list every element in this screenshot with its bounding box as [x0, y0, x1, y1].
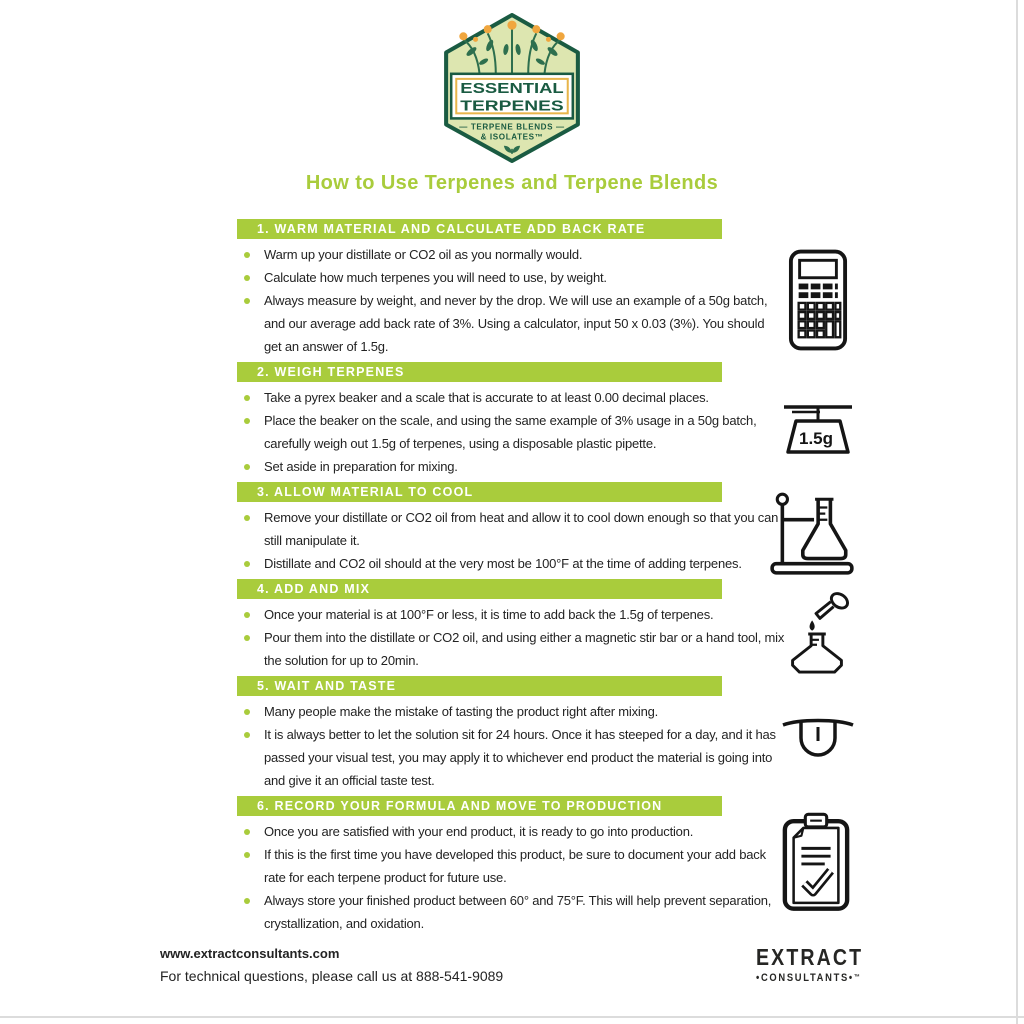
bullet-text: Once you are satisfied with your end product, it is ready to go into production.: [264, 824, 694, 839]
bullet-text: Always measure by weight, and never by the drop. We will use an example of a 50g batch, and our average add back rate of 3%. Using a calculator, input 50 x 0.03 (3%). You should get an answer of 1.5g.: [264, 293, 768, 354]
page-edge-line-bottom: [0, 1016, 1024, 1018]
bullet-list: [237, 243, 785, 358]
scale-value-label: 1.5g: [798, 429, 834, 448]
section-allow-cool: [237, 482, 785, 575]
bullet-dot: [244, 515, 250, 521]
bullet-text: Warm up your distillate or CO2 oil as you normally would.: [264, 247, 583, 262]
bullet-dot: [244, 829, 250, 835]
bullet-list: [237, 820, 785, 935]
bullet-list: [237, 700, 785, 792]
footer-contact: [160, 946, 503, 984]
bullet-dot: [244, 635, 250, 641]
brand-subline-text: •CONSULTANTS•: [756, 972, 854, 984]
dropper-flask-icon: [775, 588, 859, 680]
list-item: [237, 455, 785, 478]
list-item: [237, 723, 785, 792]
list-item: [237, 386, 785, 409]
scale-icon: [780, 396, 856, 460]
bullet-text: Pour them into the distillate or CO2 oil, and using either a magnetic stir bar or a hand tool, mix the solution for up to 20min.: [264, 630, 785, 668]
bullet-text: If this is the first time you have developed this product, be sure to document your add back rate for each terpene product for future use.: [264, 847, 766, 885]
support-phone-text: For technical questions, please call us at 888-541-9089: [160, 968, 504, 984]
bullet-dot: [244, 464, 250, 470]
list-item: [237, 506, 785, 552]
clipboard-check-icon: [780, 810, 852, 914]
bullet-dot: [244, 275, 250, 281]
section-header-bar: 1. WARM MATERIAL AND CALCULATE ADD BACK RATE: [237, 219, 722, 239]
bullet-dot: [244, 732, 250, 738]
bullet-dot: [244, 898, 250, 904]
page-title: How to Use Terpenes and Terpene Blends: [305, 172, 719, 194]
bullet-list: [237, 603, 785, 672]
list-item: [237, 820, 785, 843]
section-header-bar: 4. ADD AND MIX: [237, 579, 722, 599]
bullet-dot: [244, 298, 250, 304]
hexagon-logo-graphic: [439, 13, 585, 163]
list-item: [237, 409, 785, 455]
bullet-text: Take a pyrex beaker and a scale that is accurate to at least 0.00 decimal places.: [264, 390, 709, 405]
bullet-dot: [244, 612, 250, 618]
calculator-icon: [788, 246, 848, 354]
trademark-symbol: ™: [853, 974, 860, 981]
bullet-text: Once your material is at 100°F or less, it is time to add back the 1.5g of terpenes.: [264, 607, 714, 622]
essential-terpenes-logo: [439, 13, 585, 163]
logo-word-terpenes: TERPENES: [460, 97, 564, 115]
list-item: [237, 552, 785, 575]
bullet-list: [237, 386, 785, 478]
list-item: [237, 603, 785, 626]
section-header-bar: 2. WEIGH TERPENES: [237, 362, 722, 382]
list-item: [237, 626, 785, 672]
list-item: [237, 266, 785, 289]
list-item: [237, 700, 785, 723]
list-item: [237, 289, 785, 358]
section-header-bar: 3. ALLOW MATERIAL TO COOL: [237, 482, 722, 502]
brand-subline: [756, 972, 863, 984]
section-header-bar: 5. WAIT AND TASTE: [237, 676, 722, 696]
page-edge-line-right: [1016, 0, 1018, 1024]
logo-sub-blends: — TERPENE BLENDS —: [459, 122, 565, 132]
bullet-text: Distillate and CO2 oil should at the very most be 100°F at the time of adding terpenes.: [264, 556, 742, 571]
list-item: [237, 243, 785, 266]
bullet-text: Set aside in preparation for mixing.: [264, 459, 458, 474]
bullet-text: Place the beaker on the scale, and using the same example of 3% usage in a 50g batch, carefully weigh out 1.5g of terpenes, using a disposable plastic pipette.: [264, 413, 757, 451]
section-weigh-terpenes: [237, 362, 785, 478]
section-wait-taste: [237, 676, 785, 792]
bullet-dot: [244, 852, 250, 858]
list-item: [237, 889, 785, 935]
bullet-text: Many people make the mistake of tasting the product right after mixing.: [264, 704, 659, 719]
section-warm-material: [237, 219, 785, 358]
brand-wordmark: EXTRACT: [756, 944, 864, 970]
bullet-dot: [244, 561, 250, 567]
extract-consultants-logo: [756, 944, 882, 984]
bullet-dot: [244, 395, 250, 401]
section-add-mix: [237, 579, 785, 672]
logo-word-essential: ESSENTIAL: [460, 80, 564, 98]
flask-stand-icon: [766, 489, 858, 577]
bullet-text: It is always better to let the solution sit for 24 hours. Once it has steeped for a day, and it has passed your visual test, you may apply it to whichever end product the material is going into and give it an official taste test.: [264, 727, 776, 788]
bullet-dot: [244, 418, 250, 424]
logo-sub-isolates: & ISOLATES™: [480, 132, 544, 142]
bullet-dot: [244, 709, 250, 715]
list-item: [237, 843, 785, 889]
website-link[interactable]: www.extractconsultants.com: [160, 946, 340, 961]
bullet-text: Always store your finished product between 60° and 75°F. This will help prevent separation, crystallization, and oxidation.: [264, 893, 772, 931]
section-record-formula: [237, 796, 785, 935]
bullet-list: [237, 506, 785, 575]
section-header-bar: 6. RECORD YOUR FORMULA AND MOVE TO PRODUCTION: [237, 796, 722, 816]
bullet-text: Remove your distillate or CO2 oil from heat and allow it to cool down enough so that you can still manipulate it.: [264, 510, 779, 548]
bullet-text: Calculate how much terpenes you will need to use, by weight.: [264, 270, 607, 285]
tongue-icon: [779, 708, 857, 774]
instructions: [237, 219, 785, 939]
bullet-dot: [244, 252, 250, 258]
